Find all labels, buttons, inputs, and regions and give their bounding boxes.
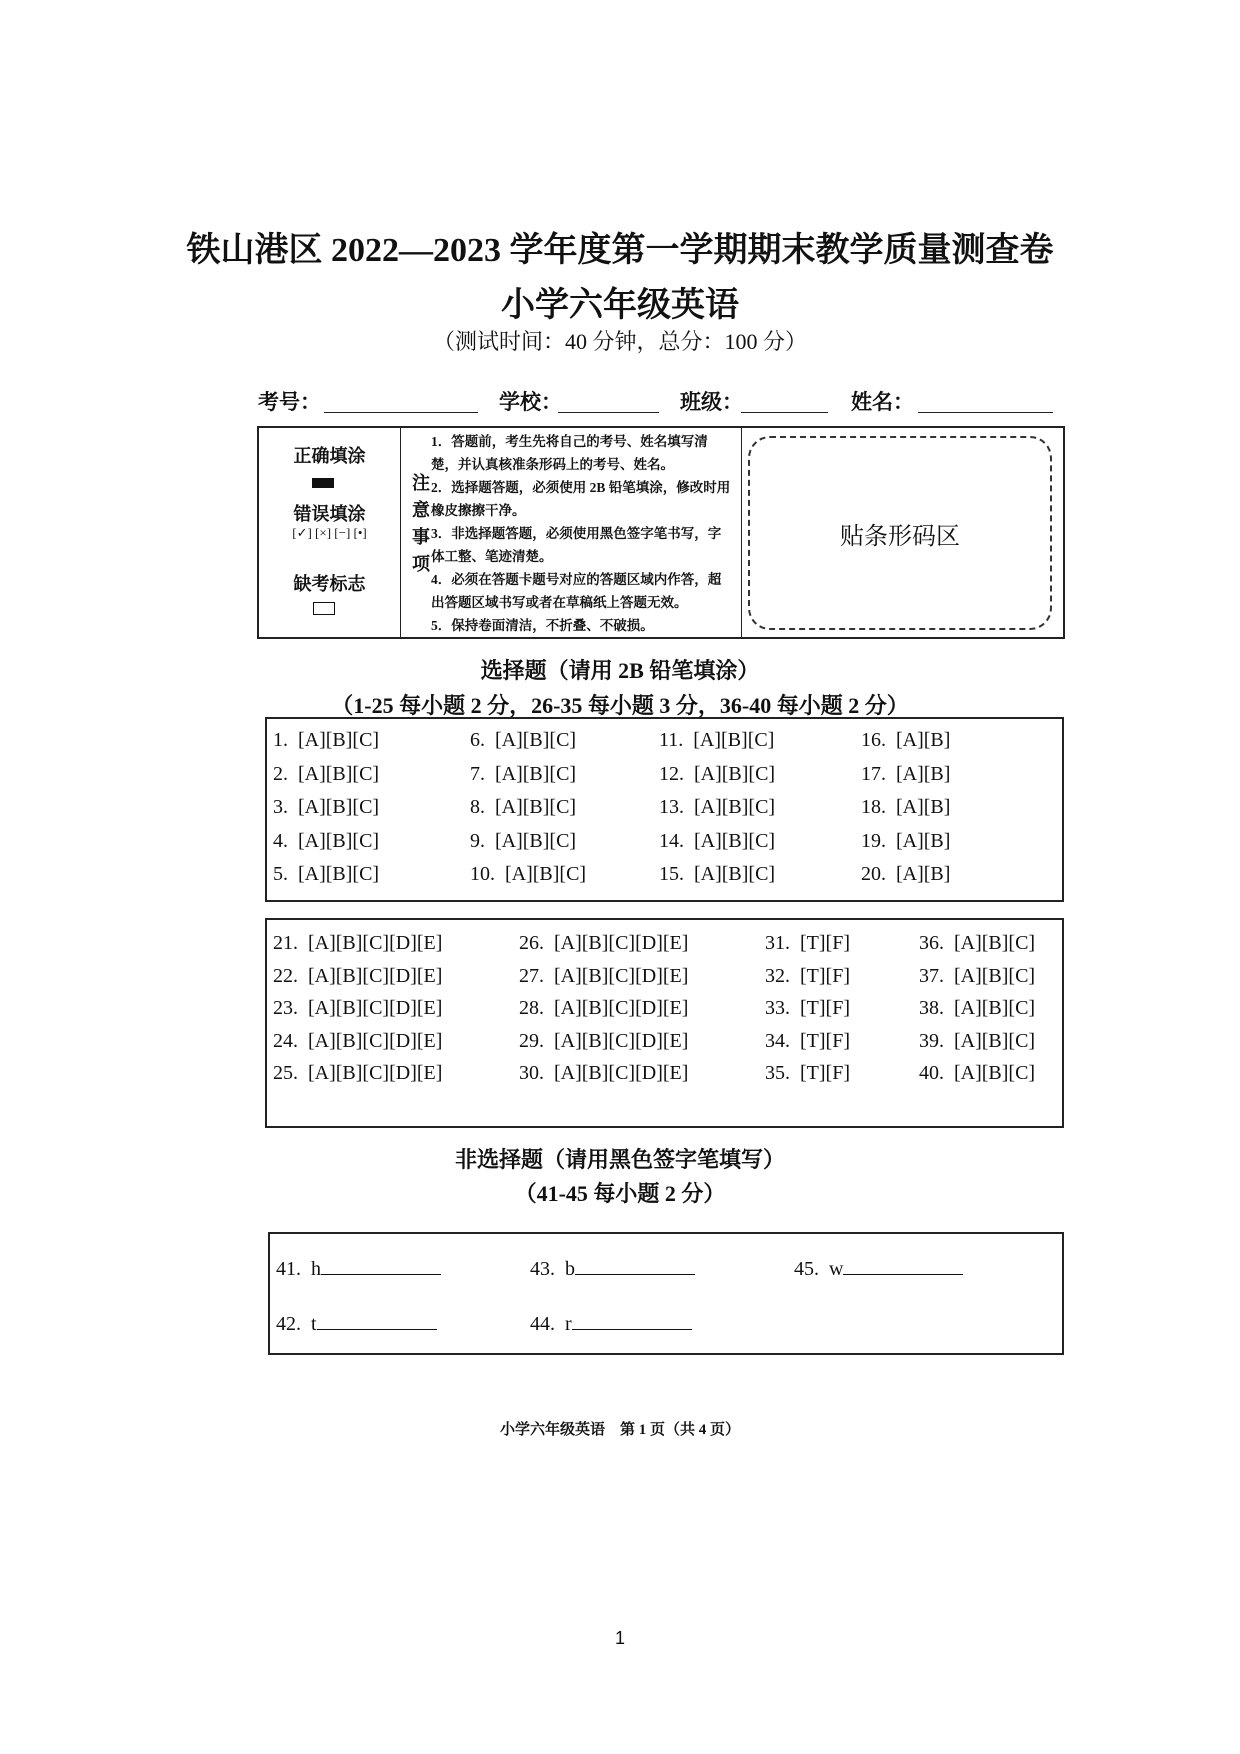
nonchoice-block xyxy=(268,1232,1064,1355)
question-number: 32. xyxy=(765,964,790,987)
question-number: 17. xyxy=(861,762,886,785)
choice-question[interactable] xyxy=(659,863,775,886)
question-number: 29. xyxy=(519,1029,544,1052)
choice-question[interactable] xyxy=(273,1030,442,1053)
question-number: 27. xyxy=(519,964,544,987)
question-number: 9. xyxy=(470,829,485,852)
answer-options: [A][B][C] xyxy=(298,762,380,785)
question-number: 6. xyxy=(470,729,485,751)
answer-options: [A][B][C][D][E] xyxy=(554,997,689,1019)
answer-options: [A][B][C] xyxy=(694,762,776,785)
choice-heading: 选择题（请用 2B 铅笔填涂） xyxy=(480,658,760,683)
divider xyxy=(741,428,742,637)
answer-options: [A][B][C] xyxy=(505,863,587,885)
choice-question[interactable] xyxy=(919,997,1035,1020)
question-number: 42. xyxy=(276,1313,301,1335)
choice-question[interactable] xyxy=(519,965,688,988)
choice-question[interactable] xyxy=(765,1030,850,1053)
answer-prefix: r xyxy=(565,1313,572,1335)
choice-question[interactable] xyxy=(470,729,576,752)
answer-options: [A][B][C][D][E] xyxy=(308,997,443,1019)
notice-item: 3．非选择题答题，必须使用黑色签字笔书写，字体工整、笔迹清楚。 xyxy=(431,526,722,564)
choice-question[interactable] xyxy=(273,729,379,752)
page-number: 1 xyxy=(614,1628,625,1648)
question-number: 28. xyxy=(519,997,544,1019)
choice-question[interactable] xyxy=(470,763,576,786)
name-field[interactable] xyxy=(918,412,1053,413)
choice-question[interactable] xyxy=(273,965,442,988)
fill-in-question[interactable] xyxy=(276,1311,437,1336)
question-number: 25. xyxy=(273,1062,298,1084)
answer-options: [A][B][C][D][E] xyxy=(554,1062,689,1084)
answer-blank[interactable] xyxy=(317,1311,437,1330)
answer-options: [A][B][C] xyxy=(298,729,380,751)
answer-options: [A][B][C] xyxy=(298,863,380,885)
notice-item: 4．必须在答题卡题号对应的答题区域内作答，超出答题区域书写或者在草稿纸上答题无效。 xyxy=(431,572,722,610)
choice-question[interactable] xyxy=(765,1062,850,1085)
choice-question[interactable] xyxy=(273,997,442,1020)
question-number: 8. xyxy=(470,796,485,818)
question-number: 34. xyxy=(765,1029,790,1052)
question-number: 13. xyxy=(659,796,684,818)
question-number: 23. xyxy=(273,997,298,1019)
absent-mark-label: 缺考标志 xyxy=(293,574,366,594)
choice-question[interactable] xyxy=(765,965,850,988)
answer-options: [A][B] xyxy=(896,829,951,852)
answer-options: [A][B][C] xyxy=(495,796,577,818)
answer-options: [T][F] xyxy=(800,932,850,954)
answer-options: [A][B][C][D][E] xyxy=(308,1029,443,1052)
question-number: 10. xyxy=(470,863,495,885)
notice-item: 2．选择题答题，必须使用 2B 铅笔填涂，修改时用橡皮擦擦干净。 xyxy=(431,480,731,518)
answer-blank[interactable] xyxy=(321,1256,441,1275)
choice-question[interactable] xyxy=(273,1062,442,1085)
choice-question[interactable] xyxy=(470,830,576,853)
school-label: 学校： xyxy=(499,390,562,414)
answer-options: [A][B][C][D][E] xyxy=(308,964,443,987)
page-footer: 小学六年级英语 第 1 页（共 4 页） xyxy=(499,1422,740,1438)
answer-options: [A][B][C] xyxy=(694,796,776,818)
answer-options: [A][B][C][D][E] xyxy=(308,1062,443,1084)
choice-question[interactable] xyxy=(861,729,950,752)
question-number: 39. xyxy=(919,1029,944,1052)
correct-fill-label: 正确填涂 xyxy=(293,446,366,466)
choice-block-1 xyxy=(265,717,1064,902)
answer-options: [A][B][C] xyxy=(954,997,1036,1019)
notice-box xyxy=(257,426,1065,639)
question-number: 16. xyxy=(861,729,886,751)
question-number: 35. xyxy=(765,1062,790,1084)
answer-options: [A][B][C] xyxy=(495,762,577,785)
answer-blank[interactable] xyxy=(572,1311,692,1330)
answer-options: [A][B][C] xyxy=(694,829,776,852)
answer-options: [A][B][C][D][E] xyxy=(554,964,689,987)
absent-checkbox[interactable] xyxy=(313,602,335,615)
choice-question[interactable] xyxy=(861,796,950,819)
name-label: 姓名： xyxy=(851,390,914,414)
answer-options: [A][B][C][D][E] xyxy=(554,932,689,954)
choice-question[interactable] xyxy=(470,863,586,886)
time-info: （测试时间：40 分钟，总分：100 分） xyxy=(432,329,807,354)
answer-prefix: h xyxy=(311,1258,321,1280)
question-number: 21. xyxy=(273,932,298,954)
answer-prefix: t xyxy=(311,1313,317,1335)
answer-options: [A][B][C] xyxy=(495,729,577,751)
question-number: 38. xyxy=(919,997,944,1019)
choice-question[interactable] xyxy=(470,796,576,819)
question-number: 7. xyxy=(470,762,485,785)
choice-scoring: （1-25 每小题 2 分，26-35 每小题 3 分，36-40 每小题 2 分） xyxy=(331,693,909,718)
wrong-fill-examples: [✓] [×] [−] [•] xyxy=(292,525,367,540)
choice-question[interactable] xyxy=(273,863,379,886)
question-number: 22. xyxy=(273,964,298,987)
answer-options: [A][B][C] xyxy=(954,932,1036,954)
choice-question[interactable] xyxy=(519,1030,688,1053)
answer-options: [A][B][C] xyxy=(954,1029,1036,1052)
question-number: 11. xyxy=(659,729,684,751)
question-number: 19. xyxy=(861,829,886,852)
answer-options: [A][B][C] xyxy=(694,863,776,885)
question-number: 14. xyxy=(659,829,684,852)
question-number: 4. xyxy=(273,829,288,852)
choice-question[interactable] xyxy=(919,965,1035,988)
barcode-area xyxy=(748,436,1052,630)
choice-question[interactable] xyxy=(919,1062,1035,1085)
divider xyxy=(400,428,401,637)
choice-question[interactable] xyxy=(919,1030,1035,1053)
nonchoice-heading: 非选择题（请用黑色签字笔填写） xyxy=(454,1147,785,1172)
question-number: 40. xyxy=(919,1062,944,1084)
question-number: 36. xyxy=(919,932,944,954)
answer-options: [A][B] xyxy=(896,729,951,751)
question-number: 20. xyxy=(861,863,886,885)
choice-question[interactable] xyxy=(519,1062,688,1085)
filled-mark-icon xyxy=(312,478,334,488)
question-number: 44. xyxy=(530,1313,555,1335)
fill-in-question[interactable] xyxy=(530,1311,692,1336)
question-number: 5. xyxy=(273,863,288,885)
question-number: 43. xyxy=(530,1258,555,1280)
choice-question[interactable] xyxy=(659,763,775,786)
answer-options: [A][B][C][D][E] xyxy=(554,1029,689,1052)
answer-options: [T][F] xyxy=(800,1029,850,1052)
question-number: 31. xyxy=(765,932,790,954)
question-number: 41. xyxy=(276,1258,301,1280)
fill-in-question[interactable] xyxy=(276,1256,441,1281)
fill-in-question[interactable] xyxy=(794,1256,963,1281)
question-number: 12. xyxy=(659,762,684,785)
notice-item: 1．答题前，考生先将自己的考号、姓名填写清楚，并认真核准条形码上的考号、姓名。 xyxy=(431,434,708,472)
answer-options: [A][B][C] xyxy=(954,1062,1036,1084)
choice-question[interactable] xyxy=(765,997,850,1020)
choice-question[interactable] xyxy=(765,932,850,955)
notice-heading: 注意事项 xyxy=(412,473,430,574)
answer-prefix: w xyxy=(829,1258,844,1280)
wrong-fill-label: 错误填涂 xyxy=(293,504,366,524)
question-number: 30. xyxy=(519,1062,544,1084)
question-number: 26. xyxy=(519,932,544,954)
choice-question[interactable] xyxy=(919,932,1035,955)
answer-options: [T][F] xyxy=(800,1062,850,1084)
choice-question[interactable] xyxy=(659,796,775,819)
question-number: 2. xyxy=(273,762,288,785)
answer-options: [A][B] xyxy=(896,762,951,785)
question-number: 24. xyxy=(273,1029,298,1052)
choice-question[interactable] xyxy=(273,932,442,955)
answer-options: [A][B][C][D][E] xyxy=(308,932,443,954)
class-label: 班级： xyxy=(680,390,743,414)
exam-title: 铁山港区 2022—2023 学年度第一学期期末教学质量测查卷 xyxy=(186,232,1054,269)
exam-number-label: 考号： xyxy=(258,390,321,414)
choice-block-2 xyxy=(265,918,1064,1128)
answer-prefix: b xyxy=(565,1258,575,1280)
question-number: 3. xyxy=(273,796,288,818)
question-number: 45. xyxy=(794,1258,819,1280)
class-field[interactable] xyxy=(741,412,828,413)
barcode-label: 贴条形码区 xyxy=(840,524,960,550)
question-number: 18. xyxy=(861,796,886,818)
answer-options: [A][B] xyxy=(896,863,951,885)
school-field[interactable] xyxy=(558,412,659,413)
notice-item: 5．保持卷面清洁，不折叠、不破损。 xyxy=(431,618,654,633)
answer-blank[interactable] xyxy=(843,1256,963,1275)
choice-question[interactable] xyxy=(861,830,950,853)
exam-subtitle: 小学六年级英语 xyxy=(501,287,739,324)
fill-in-question[interactable] xyxy=(530,1256,695,1281)
choice-question[interactable] xyxy=(659,729,774,752)
answer-options: [T][F] xyxy=(800,997,850,1019)
answer-options: [A][B][C] xyxy=(693,729,775,751)
choice-question[interactable] xyxy=(519,932,688,955)
choice-question[interactable] xyxy=(273,830,379,853)
answer-options: [A][B][C] xyxy=(495,829,577,852)
answer-options: [A][B] xyxy=(896,796,951,818)
question-number: 1. xyxy=(273,729,288,751)
question-number: 33. xyxy=(765,997,790,1019)
answer-options: [T][F] xyxy=(800,964,850,987)
answer-options: [A][B][C] xyxy=(298,829,380,852)
question-number: 37. xyxy=(919,964,944,987)
question-number: 15. xyxy=(659,863,684,885)
choice-question[interactable] xyxy=(861,863,950,886)
answer-blank[interactable] xyxy=(575,1256,695,1275)
choice-question[interactable] xyxy=(273,796,379,819)
choice-question[interactable] xyxy=(861,763,950,786)
choice-question[interactable] xyxy=(273,763,379,786)
choice-question[interactable] xyxy=(519,997,688,1020)
exam-number-field[interactable] xyxy=(324,412,478,413)
nonchoice-scoring: （41-45 每小题 2 分） xyxy=(514,1181,726,1206)
answer-options: [A][B][C] xyxy=(298,796,380,818)
answer-options: [A][B][C] xyxy=(954,964,1036,987)
choice-question[interactable] xyxy=(659,830,775,853)
